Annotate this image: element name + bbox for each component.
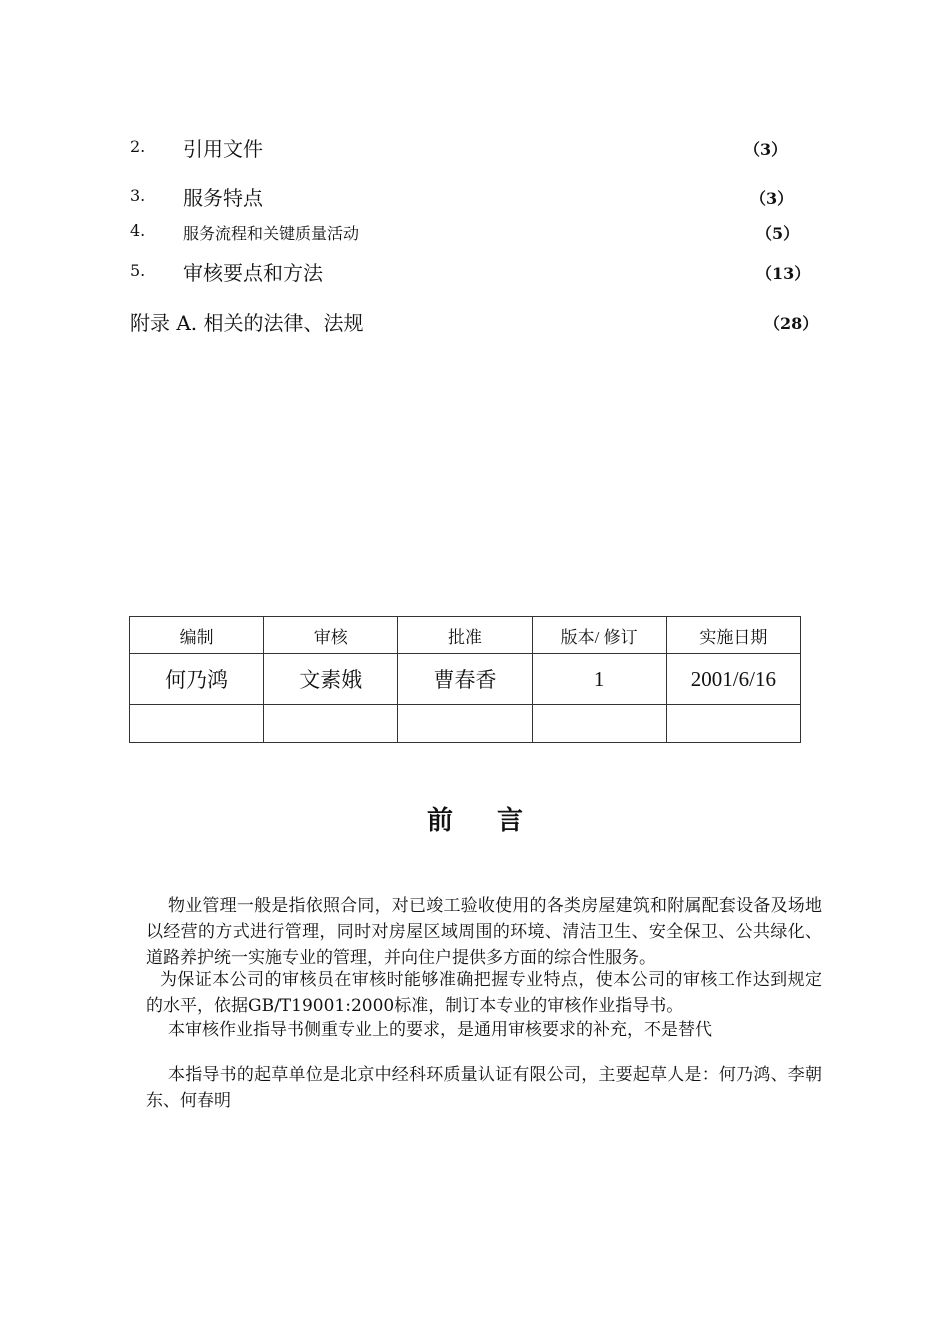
preface-paragraph: 本指导书的起草单位是北京中经科环质量认证有限公司，主要起草人是：何乃鸿、李朝东、何春明 [146, 1065, 822, 1111]
toc-page: （3） [750, 189, 794, 208]
table-cell [666, 705, 800, 743]
toc-title: 服务流程和关键质量活动 [183, 224, 360, 243]
toc-number: 4. [130, 221, 146, 240]
toc-page: （13） [756, 264, 811, 283]
table-cell [130, 705, 264, 743]
toc-number: 5. [130, 261, 146, 280]
table-cell: 2001/6/16 [666, 654, 800, 705]
toc-number: 3. [130, 186, 146, 205]
table-cell [264, 705, 398, 743]
appendix-title: 附录 A. 相关的法律、法规 [130, 311, 364, 335]
preface-paragraph: 本审核作业指导书侧重专业上的要求，是通用审核要求的补充，不是替代 [168, 1020, 712, 1040]
table-row-empty [130, 705, 801, 743]
toc-appendix [130, 307, 364, 336]
table-cell: 何乃鸿 [130, 654, 264, 705]
toc-title: 服务特点 [183, 186, 263, 210]
table-cell [532, 705, 666, 743]
toc-number: 2. [130, 137, 146, 156]
table-cell: 曹春香 [398, 654, 532, 705]
header-cell: 版本/ 修订 [532, 617, 666, 654]
table-row [130, 654, 801, 705]
table-cell [398, 705, 532, 743]
table-header-row [130, 617, 801, 654]
toc-title: 审核要点和方法 [183, 261, 323, 285]
header-cell: 实施日期 [666, 617, 800, 654]
table-cell: 文素娥 [264, 654, 398, 705]
header-cell: 批准 [398, 617, 532, 654]
preface-paragraph: 为保证本公司的审核员在审核时能够准确把握专业特点，使本公司的审核工作达到规定的水平，依据GB/T19001:2000标准，制订本专业的审核作业指导书。 [146, 970, 822, 1016]
approval-table [129, 616, 801, 743]
appendix-page: （28） [764, 314, 819, 333]
toc-page: （3） [744, 140, 788, 159]
preface-title: 前言 [426, 806, 567, 836]
toc-title: 引用文件 [183, 137, 263, 161]
header-cell: 编制 [130, 617, 264, 654]
header-cell: 审核 [264, 617, 398, 654]
toc-page: （5） [756, 224, 800, 243]
table-cell: 1 [532, 654, 666, 705]
preface-paragraph: 物业管理一般是指依照合同，对已竣工验收使用的各类房屋建筑和附属配套设备及场地以经营的方式进行管理，同时对房屋区域周围的环境、清洁卫生、安全保卫、公共绿化、道路养护统一实施专业的管理，并向住户提供多方面的综合性服务。 [146, 896, 822, 968]
